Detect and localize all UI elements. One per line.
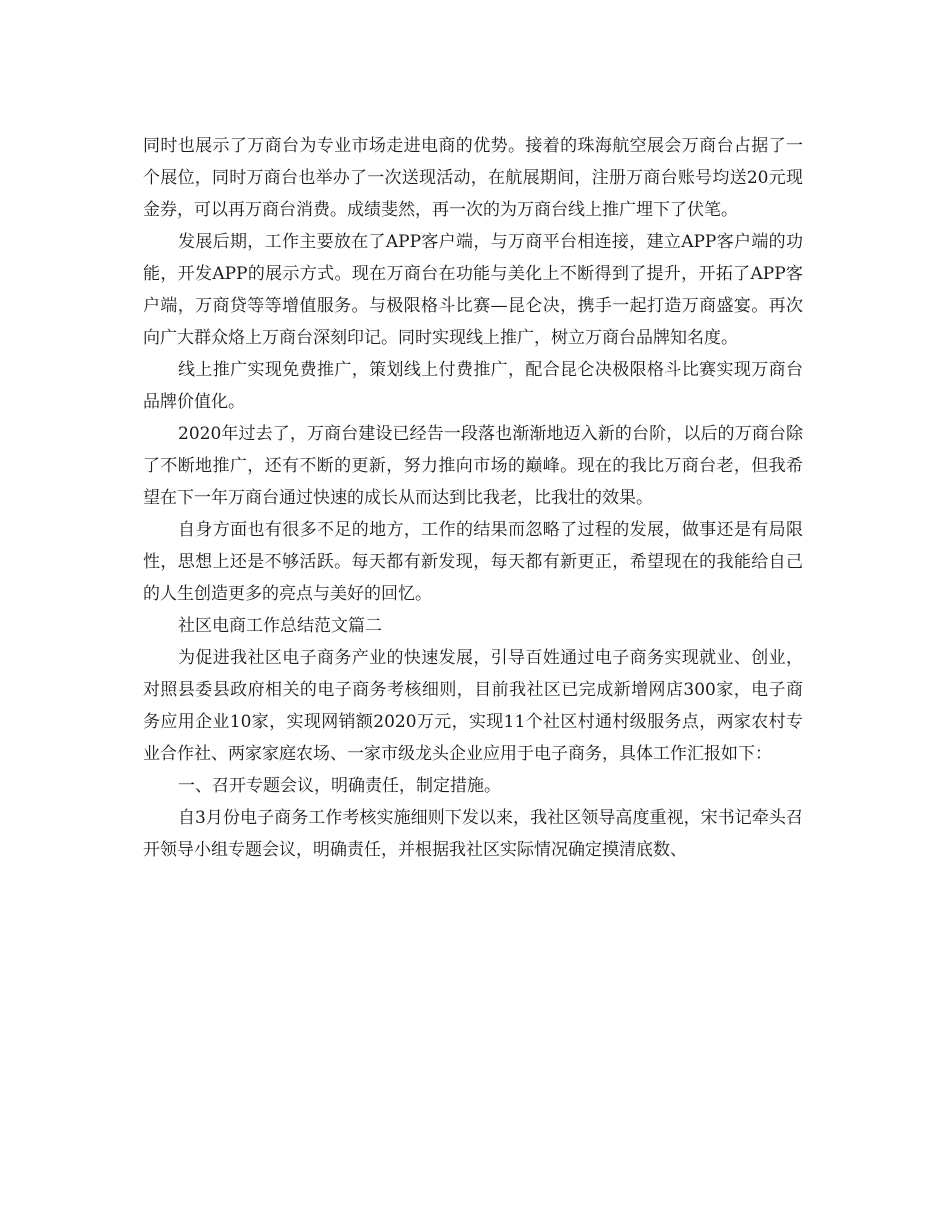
paragraph-online-promotion: 线上推广实现免费推广，策划线上付费推广，配合昆仑决极限格斗比赛实现万商台品牌价值化。 bbox=[143, 360, 803, 412]
paragraph-community-intro: 为促进我社区电子商务产业的快速发展，引导百姓通过电子商务实现就业、创业，对照县委县政府相关的电子商务考核细则，目前我社区已完成新增网店300家，电子商务应用企业10家，实现网销额2020万元，实现11个社区村通村级服务点，两家农村专业合作社、两家家庭农场、一家市级龙头企业应用于电子商务，具体工作汇报如下： bbox=[143, 648, 803, 764]
paragraph-continuation: 同时也展示了万商台为专业市场走进电商的优势。接着的珠海航空展会万商台占据了一个展位，同时万商台也举办了一次送现活动，在航展期间，注册万商台账号均送20元现金券，可以再万商台消费。成绩斐然，再一次的为万商台线上推广埋下了伏笔。 bbox=[143, 136, 803, 220]
section-heading: 社区电商工作总结范文篇二 bbox=[178, 616, 382, 636]
paragraph-meeting: 自3月份电子商务工作考核实施细则下发以来，我社区领导高度重视，宋书记牵头召开领导小组专题会议，明确责任，并根据我社区实际情况确定摸清底数、 bbox=[143, 808, 803, 860]
paragraph-self-assessment: 自身方面也有很多不足的地方，工作的结果而忽略了过程的发展，做事还是有局限性，思想上还是不够活跃。每天都有新发现，每天都有新更正，希望现在的我能给自己的人生创造更多的亮点与美好的回忆。 bbox=[143, 520, 803, 604]
paragraph-year-summary: 2020年过去了，万商台建设已经告一段落也渐渐地迈入新的台阶，以后的万商台除了不断地推广，还有不断的更新，努力推向市场的巅峰。现在的我比万商台老，但我希望在下一年万商台通过快速的成长从而达到比我老，比我壮的效果。 bbox=[143, 424, 803, 508]
subsection-heading: 一、召开专题会议，明确责任，制定措施。 bbox=[178, 776, 501, 796]
paragraph-app-development: 发展后期，工作主要放在了APP客户端，与万商平台相连接，建立APP客户端的功能，开发APP的展示方式。现在万商台在功能与美化上不断得到了提升，开拓了APP客户端，万商贷等等增值服务。与极限格斗比赛—昆仑决，携手一起打造万商盛宴。再次向广大群众烙上万商台深刻印记。同时实现线上推广，树立万商台品牌知名度。 bbox=[143, 232, 803, 348]
document-body bbox=[143, 130, 803, 866]
